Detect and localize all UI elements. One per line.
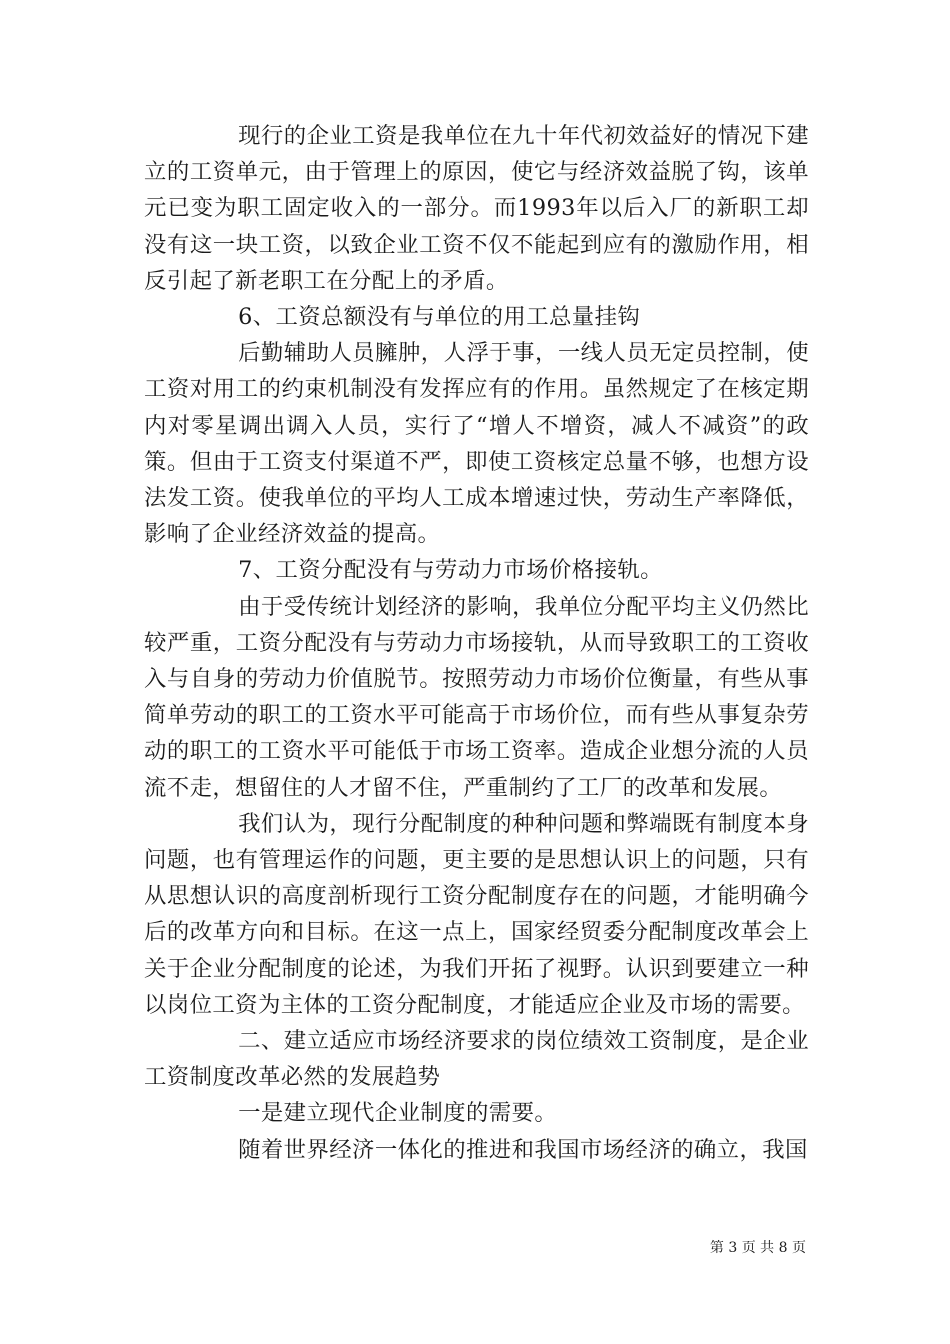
paragraph: 我们认为，现行分配制度的种种问题和弊端既有制度本身问题，也有管理运作的问题，更主要的是思想认识上的问题，只有从思想认识的高度剖析现行工资分配制度存在的问题，才能明确今后的改革方向和目标。在这一点上，国家经贸委分配制度改革会上关于企业分配制度的论述，为我们开拓了视野。认识到要建立一种以岗位工资为主体的工资分配制度，才能适应企业及市场的需要。 xyxy=(144,810,809,1018)
section-heading: 一是建立现代企业制度的需要。 xyxy=(238,1100,558,1127)
section-heading: 6、工资总额没有与单位的用工总量挂钩 xyxy=(238,304,641,331)
body-text xyxy=(144,118,809,1168)
section-heading: 7、工资分配没有与劳动力市场价格接轨。 xyxy=(238,557,663,584)
paragraph: 由于受传统计划经济的影响，我单位分配平均主义仍然比较严重，工资分配没有与劳动力市场接轨，从而导致职工的工资收入与自身的劳动力价值脱节。按照劳动力市场价位衡量，有些从事简单劳动的职工的工资水平可能高于市场价位，而有些从事复杂劳动的职工的工资水平可能低于市场工资率。造成企业想分流的人员流不走，想留住的人才留不住，严重制约了工厂的改革和发展。 xyxy=(144,593,809,801)
paragraph: 后勤辅助人员臃肿，人浮于事，一线人员无定员控制，使工资对用工的约束机制没有发挥应有的作用。虽然规定了在核定期内对零星调出调入人员，实行了“增人不增资，减人不减资”的政策。但由于工资支付渠道不严，即使工资核定总量不够，也想方设法发工资。使我单位的平均人工成本增速过快，劳动生产率降低，影响了企业经济效益的提高。 xyxy=(144,340,809,548)
paragraph: 随着世界经济一体化的推进和我国市场经济的确立，我国 xyxy=(238,1136,808,1163)
paragraph: 现行的企业工资是我单位在九十年代初效益好的情况下建立的工资单元，由于管理上的原因，使它与经济效益脱了钩，该单元已变为职工固定收入的一部分。而1993年以后入厂的新职工却没有这一块工资，以致企业工资不仅不能起到应有的激励作用，相反引起了新老职工在分配上的矛盾。 xyxy=(144,123,809,294)
section-heading: 二、建立适应市场经济要求的岗位绩效工资制度，是企业工资制度改革必然的发展趋势 xyxy=(144,1028,809,1091)
page-number-footer: 第 3 页 共 8 页 xyxy=(709,1240,806,1256)
